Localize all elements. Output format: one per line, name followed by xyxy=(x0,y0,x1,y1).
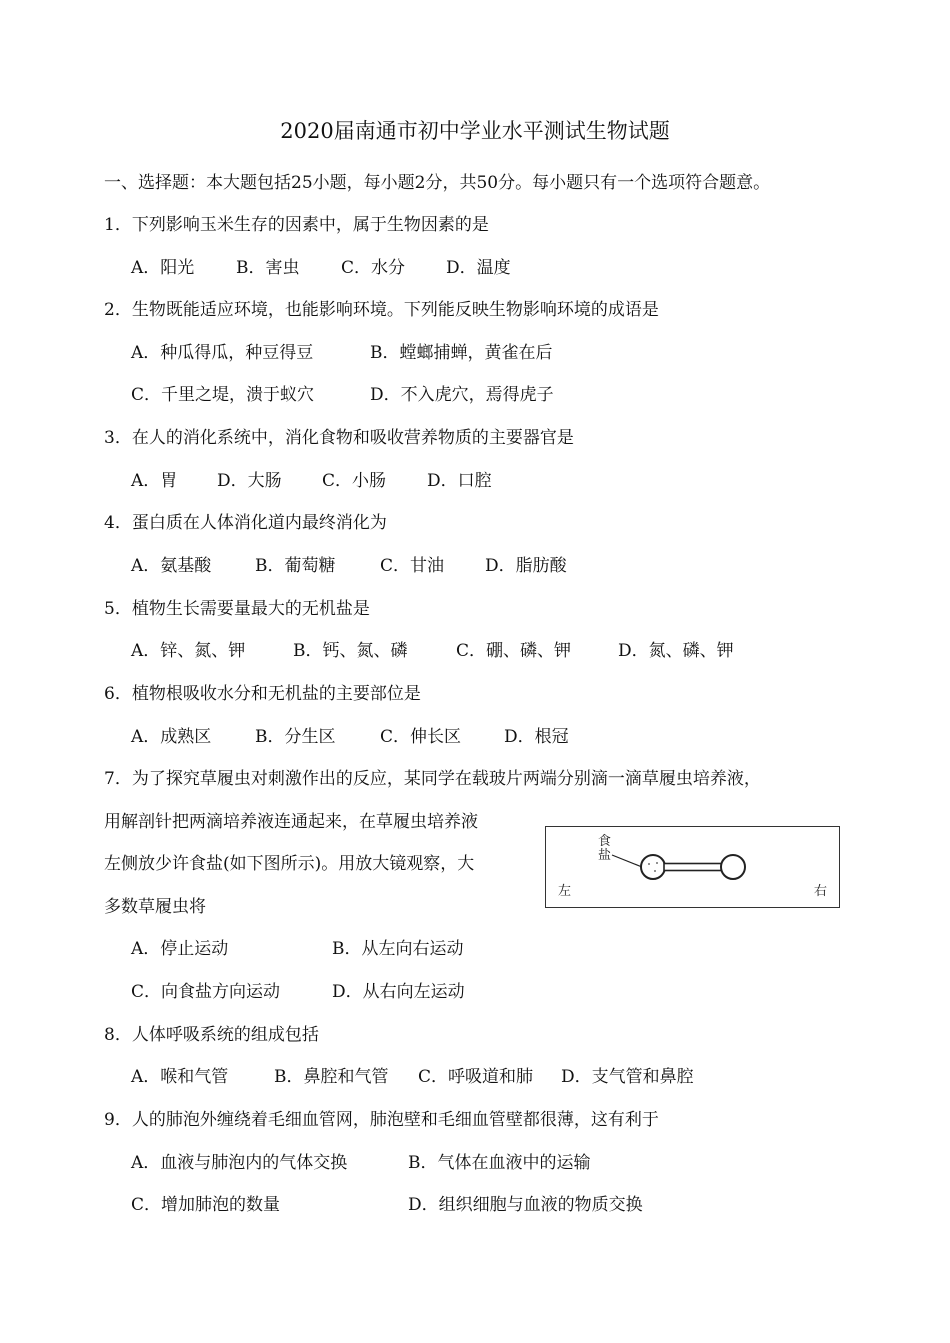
experiment-figure xyxy=(545,826,840,908)
option-b: D．大肠 xyxy=(217,471,282,491)
question-stem: 7．为了探究草履虫对刺激作出的反应，某同学在载玻片两端分别滴一滴草履虫培养液， xyxy=(104,769,761,789)
option-b: B．从左向右运动 xyxy=(332,939,464,959)
left-label: 左 xyxy=(558,884,572,899)
question-stem: 用解剖针把两滴培养液连通起来，在草履虫培养液 xyxy=(104,812,478,832)
option-c: C．呼吸道和肺 xyxy=(418,1067,534,1087)
slide-diagram xyxy=(546,827,838,906)
option-d: D．温度 xyxy=(446,258,511,278)
option-c: C．小肠 xyxy=(322,471,387,491)
option-c: C．千里之堤，溃于蚁穴 xyxy=(131,385,315,405)
option-d: D．支气管和鼻腔 xyxy=(561,1067,694,1087)
page-title: 2020届南通市初中学业水平测试生物试题 xyxy=(280,119,670,143)
option-c: C．增加肺泡的数量 xyxy=(131,1195,281,1215)
option-a: A．血液与肺泡内的气体交换 xyxy=(131,1153,348,1173)
section-heading: 一、选择题：本大题包括25小题，每小题2分，共50分。每小题只有一个选项符合题意。 xyxy=(104,173,771,193)
salt-label: 食盐 xyxy=(598,834,612,863)
question-stem: 左侧放少许食盐(如下图所示)。用放大镜观察，大 xyxy=(104,854,475,874)
option-a: A．锌、氮、钾 xyxy=(131,641,246,661)
option-a: A．停止运动 xyxy=(131,939,229,959)
question-stem: 3．在人的消化系统中，消化食物和吸收营养物质的主要器官是 xyxy=(104,428,574,448)
option-d: D．不入虎穴，焉得虎子 xyxy=(370,385,554,405)
option-c: C．硼、磷、钾 xyxy=(456,641,572,661)
option-b: B．气体在血液中的运输 xyxy=(408,1153,591,1173)
option-a: A．种瓜得瓜，种豆得豆 xyxy=(131,343,314,363)
option-d: D．氮、磷、钾 xyxy=(618,641,734,661)
option-b: B．葡萄糖 xyxy=(255,556,336,576)
option-c: C．向食盐方向运动 xyxy=(131,982,281,1002)
question-stem: 1．下列影响玉米生存的因素中，属于生物因素的是 xyxy=(104,215,489,235)
option-b: B．螳螂捕蝉，黄雀在后 xyxy=(370,343,553,363)
option-d: D．组织细胞与血液的物质交换 xyxy=(408,1195,643,1215)
option-c: C．水分 xyxy=(341,258,406,278)
question-stem: 2．生物既能适应环境，也能影响环境。下列能反映生物影响环境的成语是 xyxy=(104,300,659,320)
option-c: C．甘油 xyxy=(380,556,445,576)
question-stem: 9．人的肺泡外缠绕着毛细血管网，肺泡壁和毛细血管壁都很薄，这有利于 xyxy=(104,1110,659,1130)
option-d: D．从右向左运动 xyxy=(332,982,465,1002)
option-a: A．氨基酸 xyxy=(131,556,212,576)
question-stem: 6．植物根吸收水分和无机盐的主要部位是 xyxy=(104,684,421,704)
question-stem: 4．蛋白质在人体消化道内最终消化为 xyxy=(104,513,387,533)
option-d: D．口腔 xyxy=(427,471,492,491)
option-d: D．根冠 xyxy=(504,727,569,747)
option-b: B．钙、氮、磷 xyxy=(293,641,408,661)
question-stem: 8．人体呼吸系统的组成包括 xyxy=(104,1025,319,1045)
option-b: B．害虫 xyxy=(236,258,300,278)
option-a: A．胃 xyxy=(131,471,178,491)
right-label: 右 xyxy=(814,884,828,899)
question-stem: 多数草履虫将 xyxy=(104,897,206,917)
option-b: B．分生区 xyxy=(255,727,336,747)
option-c: C．伸长区 xyxy=(380,727,462,747)
option-b: B．鼻腔和气管 xyxy=(274,1067,389,1087)
option-a: A．阳光 xyxy=(131,258,195,278)
option-d: D．脂肪酸 xyxy=(485,556,567,576)
option-a: A．成熟区 xyxy=(131,727,212,747)
option-a: A．喉和气管 xyxy=(131,1067,229,1087)
question-stem: 5．植物生长需要量最大的无机盐是 xyxy=(104,599,370,619)
